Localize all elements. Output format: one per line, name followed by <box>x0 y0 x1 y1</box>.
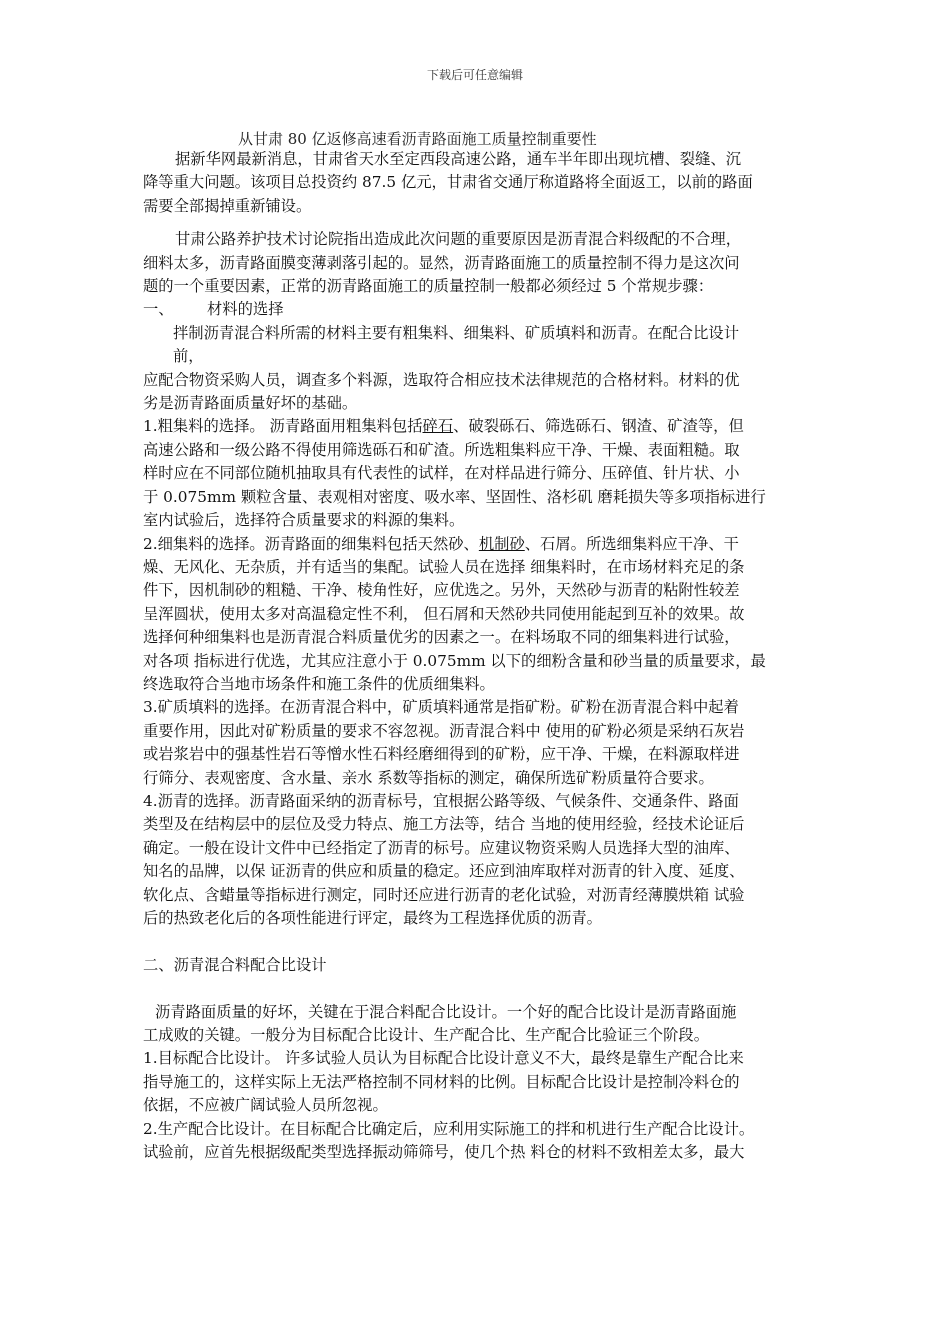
text-line: 2.生产配合比设计。在目标配合比确定后，应利用实际施工的拌和机进行生产配合比设计。 <box>143 1119 755 1138</box>
document-title: 从甘肃 80 亿返修高速看沥青路面施工质量控制重要性 <box>238 130 597 148</box>
text-line: 类型及在结构层中的层位及受力特点、施工方法等，结合 当地的使用经验，经技术论证后 <box>143 815 745 834</box>
text-line: 指导施工的，这样实际上无法严格控制不同材料的比例。目标配合比设计是控制冷料仓的 <box>143 1072 740 1091</box>
text-line: 需要全部揭掉重新铺设。 <box>143 196 312 215</box>
text-line: 确定。一般在设计文件中已经指定了沥青的标号。应建议物资采购人员选择大型的油库、 <box>143 838 740 857</box>
materials-intro-paragraph <box>143 322 815 416</box>
text-line: 细料太多，沥青路面膜变薄剥落引起的。显然，沥青路面施工的质量控制不得力是这次问 <box>143 253 740 272</box>
text-line: 前， <box>173 347 204 366</box>
section-1-number: 一、 <box>143 300 174 319</box>
text-line: 降等重大问题。该项目总投资约 87.5 亿元，甘肃省交通厅称道路将全面返工，以前的路面 <box>143 173 753 192</box>
text-line: 试验前，应首先根据级配类型选择振动筛筛号，使几个热 料仓的材料不致相差太多，最大 <box>143 1143 745 1162</box>
coarse-aggregate-paragraph <box>143 415 815 532</box>
underlined-term: 碎石 <box>422 417 454 436</box>
text-line: 燥、无风化、无杂质，并有适当的集配。试验人员在选择 细集料时，在市场材料充足的条 <box>143 557 745 576</box>
text-line: 行筛分、表观密度、含水量、亲水 系数等指标的测定，确保所选矿粉质量符合要求。 <box>143 768 714 787</box>
text-line: 1.粗集料的选择。 沥青路面用粗集料包括碎石、破裂砾石、筛选砾石、钢渣、矿渣等，但 <box>143 417 744 436</box>
text-line: 2.细集料的选择。沥青路面的细集料包括天然砂、机制砂、石屑。所选细集料应干净、干 <box>143 534 739 553</box>
text-line: 于 0.075mm 颗粒含量、表观相对密度、吸水率、坚固性、洛杉矶 磨耗损失等多项指标进行 <box>143 487 766 506</box>
text-line: 或岩浆岩中的强基性岩石等憎水性石料经磨细得到的矿粉，应干净、干燥，在料源取样进 <box>143 745 740 764</box>
text-line: 样时应在不同部位随机抽取具有代表性的试样，在对样品进行筛分、压碎值、针片状、小 <box>143 464 740 483</box>
text-line: 3.矿质填料的选择。在沥青混合料中，矿质填料通常是指矿粉。矿粉在沥青混合料中起着 <box>143 698 739 717</box>
mix-design-intro-paragraph <box>143 1001 815 1048</box>
section-1-title: 材料的选择 <box>207 300 284 319</box>
text-line: 重要作用，因此对矿粉质量的要求不容忽视。沥青混合料中 使用的矿粉必须是采纳石灰岩 <box>143 721 745 740</box>
text-line: 甘肃公路养护技术讨论院指出造成此次问题的重要原因是沥青混合料级配的不合理， <box>175 230 741 249</box>
document-body <box>143 148 815 1164</box>
fine-aggregate-paragraph <box>143 533 815 697</box>
production-mix-paragraph <box>143 1118 815 1165</box>
text-line: 工成败的关键。一般分为目标配合比设计、生产配合比、生产配合比验证三个阶段。 <box>143 1026 709 1044</box>
text-line: 呈浑圆状，使用太多对高温稳定性不利， 但石屑和天然砂共同使用能起到互补的效果。故 <box>143 604 745 623</box>
text-line: 1.目标配合比设计。 许多试验人员认为目标配合比设计意义不大，最终是靠生产配合比来 <box>143 1049 744 1068</box>
text-line: 题的一个重要因素，正常的沥青路面施工的质量控制一般都必须经过 5 个常规步骤： <box>143 277 714 296</box>
cause-paragraph <box>143 228 815 298</box>
text-line: 沥青路面质量的好坏，关键在于混合料配合比设计。一个好的配合比设计是沥青路面施 <box>155 1002 737 1021</box>
text-line: 后的热致老化后的各项性能进行评定，最终为工程选择优质的沥青。 <box>143 909 602 927</box>
header-note: 下载后可任意编辑 <box>426 68 523 82</box>
text-line: 拌制沥青混合料所需的材料主要有粗集料、细集料、矿质填料和沥青。在配合比设计 <box>173 323 739 342</box>
text-line: 终选取符合当地市场条件和施工条件的优质细集料。 <box>143 674 495 693</box>
text-line: 室内试验后，选择符合质量要求的料源的集料。 <box>143 511 465 530</box>
text-line: 应配合物资采购人员，调查多个料源，选取符合相应技术法律规范的合格材料。材料的优 <box>143 370 740 389</box>
text-line: 4.沥青的选择。沥青路面采纳的沥青标号，宜根据公路等级、气候条件、交通条件、路面 <box>143 791 739 810</box>
text-line: 选择何种细集料也是沥青混合料质量优劣的因素之一。在料场取不同的细集料进行试验， <box>143 628 740 647</box>
section-1-heading <box>143 298 815 321</box>
text-line: 对各项 指标进行优选，尤其应注意小于 0.075mm 以下的细粉含量和砂当量的质量要求，最 <box>143 651 766 670</box>
mineral-filler-paragraph <box>143 696 815 790</box>
text-line: 软化点、含蜡量等指标进行测定，同时还应进行沥青的老化试验，对沥青经薄膜烘箱 试验 <box>143 885 745 904</box>
text-line: 据新华网最新消息，甘肃省天水至定西段高速公路，通车半年即出现坑槽、裂缝、沉 <box>175 150 741 168</box>
intro-paragraph <box>143 148 815 218</box>
text-line: 高速公路和一级公路不得使用筛选砾石和矿渣。所选粗集料应干净、干燥、表面粗糙。取 <box>143 440 740 459</box>
text-line: 件下，因机制砂的粗糙、干净、棱角性好，应优选之。另外，天然砂与沥青的粘附性较差 <box>143 581 740 600</box>
underlined-term: 机制砂 <box>478 534 525 553</box>
text-line: 知名的品牌，以保 证沥青的供应和质量的稳定。还应到油库取样对沥青的针入度、延度、 <box>143 862 745 881</box>
text-line: 劣是沥青路面质量好坏的基础。 <box>143 394 358 413</box>
target-mix-paragraph <box>143 1047 815 1117</box>
text-line: 依据，不应被广阔试验人员所忽视。 <box>143 1096 388 1115</box>
section-2-heading: 二、沥青混合料配合比设计 <box>143 955 327 974</box>
asphalt-paragraph <box>143 790 815 930</box>
